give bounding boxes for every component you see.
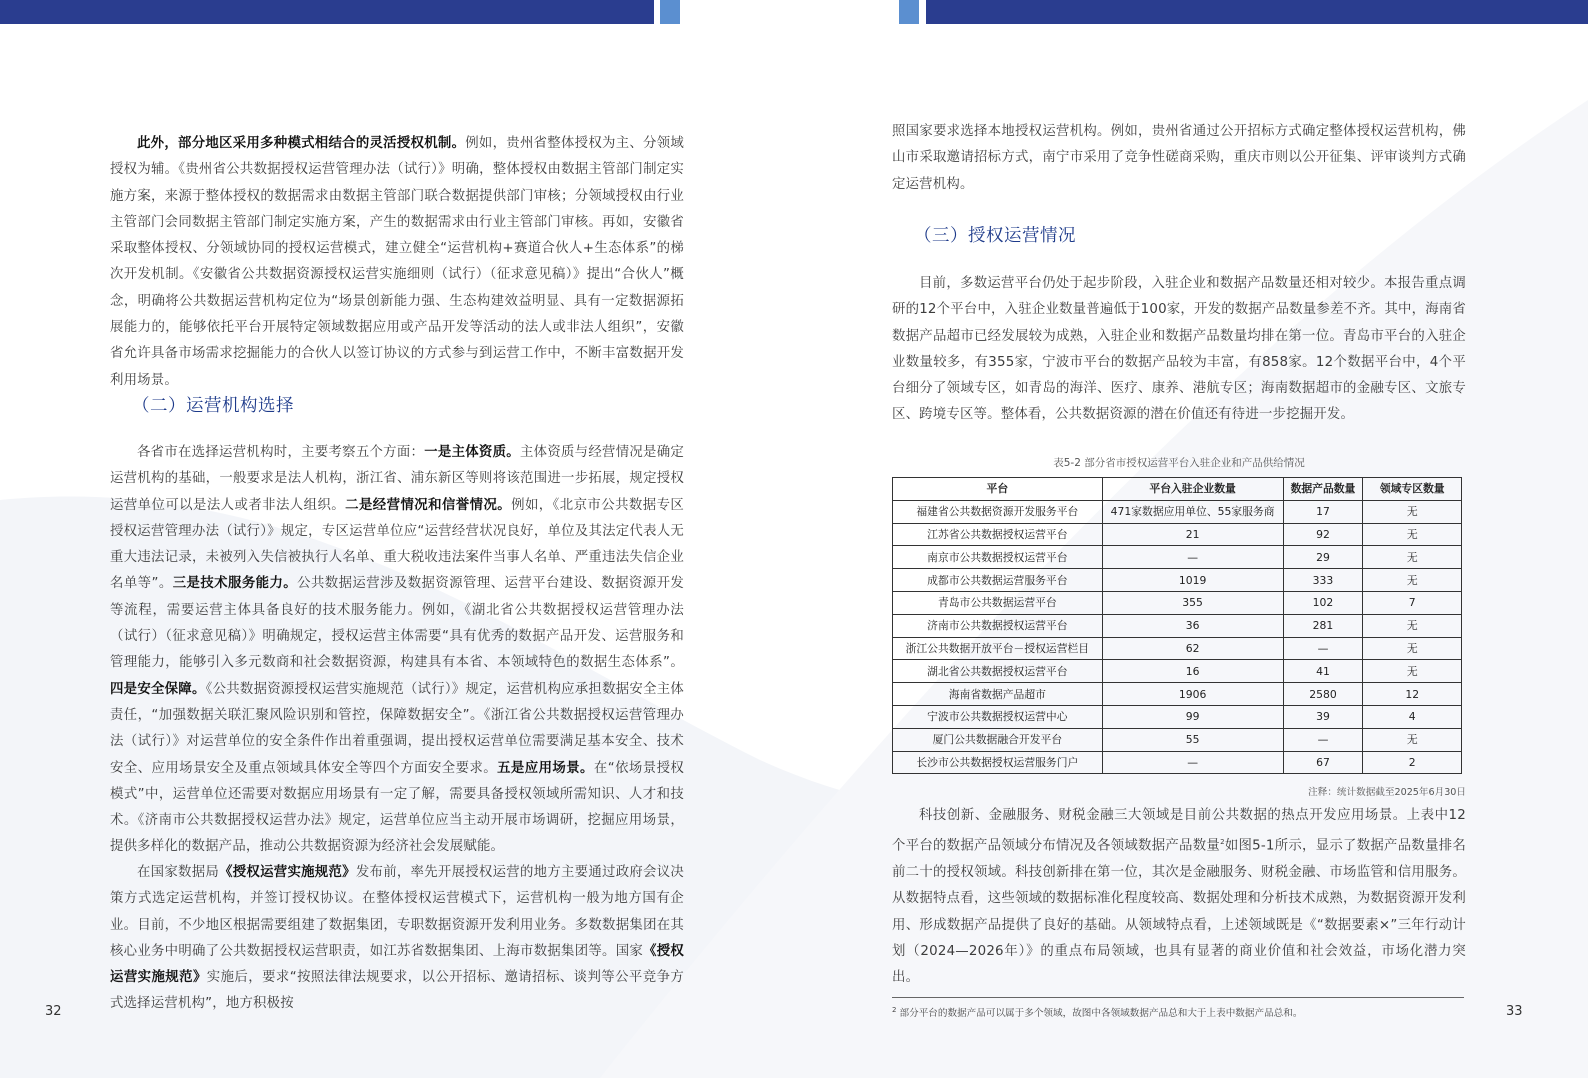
page-number-right: 33 bbox=[1506, 1004, 1523, 1019]
cell-platform: 湖北省公共数据授权运营平台 bbox=[893, 660, 1103, 683]
cell-platform: 宁波市公共数据授权运营中心 bbox=[893, 705, 1103, 728]
cell-platform: 福建省公共数据资源开发服务平台 bbox=[893, 500, 1103, 523]
footnote bbox=[892, 1005, 1466, 1019]
cell-platform: 厦门公共数据融合开发平台 bbox=[893, 728, 1103, 751]
paragraph-text: 在“依场景授权模式”中，运营单位还需要对数据应用场景有一定了解，需要具备授权领域所需知识、人才和技术。《济南市公共数据授权运营办法》规定，运营单位应当主动开展市场调研，挖掘应用场景，提供多样化的数据产品，推动公共数据资源为经济社会发展赋能。 bbox=[110, 760, 684, 855]
cell-zone-count: 无 bbox=[1363, 569, 1462, 592]
header-enterprise-count: 平台入驻企业数量 bbox=[1102, 478, 1283, 501]
paragraph-text: 各省市在选择运营机构时，主要考察五个方面： bbox=[137, 445, 425, 460]
cell-enterprise-count: 99 bbox=[1102, 705, 1283, 728]
cell-zone-count: 无 bbox=[1363, 728, 1462, 751]
paragraph-text: 例如，贵州省整体授权为主、分领域授权为辅。《贵州省公共数据授权运营管理办法（试行）》明确，整体授权由数据主管部门制定实施方案，来源于整体授权的数据需求由数据主管部门联合数据提供部门审核；分领域授权由行业主管部门会同数据主管部门制定实施方案，产生的数据需求由行业主管部门审核。再如，安徽省采取整体授权、分领域协同的授权运营模式，建立健全“运营机构+赛道合伙人+生态体系”的梯次开发机制。《安徽省公共数据资源授权运营实施细则（试行）（征求意见稿）》提出“合伙人”概念，明确将公共数据运营机构定位为“场景创新能力强、生态构建效益明显、具有一定数据源拓展能力的，能够依托平台开展特定领域数据应用或产品开发等活动的法人或非法人组织”，安徽省允许具备市场需求挖掘能力的合伙人以签订协议的方式参与到运营工作中，不断丰富数据开发利用场景。 bbox=[110, 136, 684, 388]
table-row bbox=[893, 614, 1462, 637]
cell-zone-count: 无 bbox=[1363, 500, 1462, 523]
cell-product-count: 102 bbox=[1283, 591, 1363, 614]
table-header-row bbox=[893, 478, 1462, 501]
cell-product-count: 39 bbox=[1283, 705, 1363, 728]
cell-zone-count: 12 bbox=[1363, 683, 1462, 706]
cell-enterprise-count: 1019 bbox=[1102, 569, 1283, 592]
footnote-ref: 2 bbox=[1220, 838, 1225, 847]
cell-platform: 江苏省公共数据授权运营平台 bbox=[893, 523, 1103, 546]
cell-zone-count: 7 bbox=[1363, 591, 1462, 614]
table-row bbox=[893, 660, 1462, 683]
cell-enterprise-count: 55 bbox=[1102, 728, 1283, 751]
bold-lead: 此外，部分地区采用多种模式相结合的灵活授权机制。 bbox=[137, 136, 466, 151]
cell-platform: 济南市公共数据授权运营平台 bbox=[893, 614, 1103, 637]
cell-product-count: — bbox=[1283, 728, 1363, 751]
cell-product-count: 29 bbox=[1283, 546, 1363, 569]
cell-enterprise-count: — bbox=[1102, 546, 1283, 569]
paragraph-platform-status: 目前，多数运营平台仍处于起步阶段，入驻企业和数据产品数量还相对较少。本报告重点调研的12个平台中，入驻企业数量普遍低于100家，开发的数据产品数量参差不齐。其中，海南省数据产品超市已经发展较为成熟，入驻企业和数据产品数量均排在第一位。青岛市平台的入驻企业数量较多，有355家，宁波市平台的数据产品较为丰富，有858家。12个数据平台中，4个平台细分了领域专区，如青岛的海洋、医疗、康养、港航专区；海南数据超市的金融专区、文旅专区、跨境专区等。整体看，公共数据资源的潜在价值还有待进一步挖掘开发。 bbox=[892, 276, 1466, 423]
table-row bbox=[893, 705, 1462, 728]
paragraph-text: 《公共数据资源授权运营实施规范（试行）》规定，运营机构应承担数据安全主体责任，“加强数据关联汇聚风险识别和管控，保障数据安全”。《浙江省公共数据授权运营管理办法（试行）》对运营单位的安全条件作出着重强调，提出授权运营单位需要满足基本安全、技术安全、应用场景安全及重点领域具体安全等四个方面安全要求。 bbox=[110, 681, 684, 776]
cell-product-count: 333 bbox=[1283, 569, 1363, 592]
platform-supply-table bbox=[892, 477, 1462, 774]
bold-point: 五是应用场景。 bbox=[497, 760, 594, 776]
cell-product-count: 281 bbox=[1283, 614, 1363, 637]
paragraph-text: 科技创新、金融服务、财税金融三大领域是目前公共数据的热点开发应用场景。上表中12个平台的数据产品领域分布情况及各领域数据产品数量 bbox=[892, 808, 1466, 854]
paragraph-local-selection: 照国家要求选择本地授权运营机构。例如，贵州省通过公开招标方式确定整体授权运营机构，佛山市采取邀请招标方式，南宁市采用了竞争性磋商采购，重庆市则以公开征集、评审谈判方式确定运营机构。 bbox=[892, 124, 1466, 192]
paragraph-text: 发布前，率先开展授权运营的地方主要通过政府会议决策方式选定运营机构，并签订授权协议。在整体授权运营模式下，运营机构一般为地方国有企业。目前，不少地区根据需要组建了数据集团，专职数据资源开发利用业务。多数数据集团在其核心业务中明确了公共数据授权运营职责，如江苏省数据集团、上海市数据集团等。国家 bbox=[110, 865, 684, 959]
cell-enterprise-count: 62 bbox=[1102, 637, 1283, 660]
header-platform: 平台 bbox=[893, 478, 1103, 501]
paragraph-text: 主体资质与经营情况是确定运营机构的基础，一般要求是法人机构，浙江省、浦东新区等则将该范围进一步拓展，规定授权运营单位可以是法人或者非法人组织。 bbox=[110, 445, 685, 513]
paragraph-text: 例如，《北京市公共数据专区授权运营管理办法（试行）》规定，专区运营单位应“运营经营状况良好，单位及其法定代表人无重大违法记录，未被列入失信被执行人名单、重大税收违法案件当事人名单、严重违法失信企业名单等”。 bbox=[110, 497, 684, 592]
bold-point: 二是经营情况和信誉情况。 bbox=[345, 497, 512, 513]
cell-enterprise-count: 16 bbox=[1102, 660, 1283, 683]
paragraph-flexible-authorization bbox=[110, 131, 684, 394]
cell-product-count: — bbox=[1283, 637, 1363, 660]
footnote-mark: 2 bbox=[892, 1005, 897, 1014]
cell-platform: 浙江公共数据开放平台－授权运营栏目 bbox=[893, 637, 1103, 660]
paragraph-text: 公共数据运营涉及数据资源管理、运营平台建设、数据资源开发等流程，需要运营主体具备良好的技术服务能力。例如，《湖北省公共数据授权运营管理办法（试行）（征求意见稿）》明确规定，授权运营主体需要“具有优秀的数据产品开发、运营服务和管理能力，能够引入多元数商和社会数据资源，构建具有本省、本领域特色的数据生态体系”。 bbox=[110, 576, 684, 671]
paragraph-five-aspects bbox=[110, 440, 684, 861]
table-row bbox=[893, 683, 1462, 706]
table-row bbox=[893, 500, 1462, 523]
paragraph-text: 如图5-1所示，显示了数据产品数量排名前二十的授权领域。科技创新排在第一位，其次是金融服务、财税金融、市场监管和信用服务。从数据特点看，这些领域的数据标准化程度较高、数据处理和分析技术成熟，为数据资源开发利用、形成数据产品提供了良好的基础。从领域特点看，上述领域既是《“数据要素×”三年行动计划（2024—2026年）》的重点布局领域，也具有显著的商业价值和社会效益，市场化潜力突出。 bbox=[892, 838, 1466, 986]
footnote-text: 部分平台的数据产品可以属于多个领域，故图中各领域数据产品总和大于上表中数据产品总和。 bbox=[899, 1008, 1303, 1019]
table-row bbox=[893, 569, 1462, 592]
cell-enterprise-count: 355 bbox=[1102, 591, 1283, 614]
paragraph-text: 在国家数据局 bbox=[137, 865, 220, 880]
bold-point: 一是主体资质。 bbox=[424, 445, 520, 460]
cell-platform: 南京市公共数据授权运营平台 bbox=[893, 546, 1103, 569]
table-caption: 表5-2 部分省市授权运营平台入驻企业和产品供给情况 bbox=[1053, 457, 1305, 469]
footnote-rule bbox=[892, 997, 1464, 998]
cell-enterprise-count: 21 bbox=[1102, 523, 1283, 546]
cell-enterprise-count: — bbox=[1102, 751, 1283, 774]
bold-title: 《授权运营实施规范》 bbox=[219, 865, 356, 880]
cell-product-count: 41 bbox=[1283, 660, 1363, 683]
table-row bbox=[893, 751, 1462, 774]
paragraph-text: 实施后，要求“按照法律法规要求，以公开招标、邀请招标、谈判等公平竞争方式选择运营机构”，地方积极按 bbox=[110, 970, 684, 1012]
cell-zone-count: 无 bbox=[1363, 637, 1462, 660]
cell-zone-count: 4 bbox=[1363, 705, 1462, 728]
cell-platform: 长沙市公共数据授权运营服务门户 bbox=[893, 751, 1103, 774]
cell-zone-count: 无 bbox=[1363, 614, 1462, 637]
header-product-count: 数据产品数量 bbox=[1283, 478, 1363, 501]
right-page bbox=[794, 0, 1588, 1078]
cell-platform: 青岛市公共数据运营平台 bbox=[893, 591, 1103, 614]
paragraph-hot-domains bbox=[892, 803, 1466, 992]
cell-product-count: 92 bbox=[1283, 523, 1363, 546]
table-note: 注释：统计数据截至2025年6月30日 bbox=[1308, 787, 1466, 798]
table-row bbox=[893, 546, 1462, 569]
table-row bbox=[893, 728, 1462, 751]
cell-product-count: 67 bbox=[1283, 751, 1363, 774]
table-row bbox=[893, 637, 1462, 660]
table-row bbox=[893, 591, 1462, 614]
cell-enterprise-count: 1906 bbox=[1102, 683, 1283, 706]
bold-point: 三是技术服务能力。 bbox=[172, 576, 298, 592]
cell-product-count: 17 bbox=[1283, 500, 1363, 523]
cell-zone-count: 无 bbox=[1363, 660, 1462, 683]
table-row bbox=[893, 523, 1462, 546]
cell-zone-count: 无 bbox=[1363, 546, 1462, 569]
header-zone-count: 领域专区数量 bbox=[1363, 478, 1462, 501]
page-number-left: 32 bbox=[45, 1004, 62, 1019]
cell-platform: 成都市公共数据运营服务平台 bbox=[893, 569, 1103, 592]
cell-enterprise-count: 471家数据应用单位、55家服务商 bbox=[1102, 500, 1283, 523]
paragraph-national-data-bureau bbox=[110, 860, 684, 1018]
cell-zone-count: 无 bbox=[1363, 523, 1462, 546]
cell-product-count: 2580 bbox=[1283, 683, 1363, 706]
cell-enterprise-count: 36 bbox=[1102, 614, 1283, 637]
cell-platform: 海南省数据产品超市 bbox=[893, 683, 1103, 706]
bold-title: 《授权运营实施规范》 bbox=[110, 943, 685, 986]
section-heading-operator-selection: （二）运营机构选择 bbox=[132, 396, 294, 416]
bold-point: 四是安全保障。 bbox=[110, 681, 206, 697]
section-heading-operation-status: （三）授权运营情况 bbox=[914, 226, 1076, 246]
cell-zone-count: 2 bbox=[1363, 751, 1462, 774]
